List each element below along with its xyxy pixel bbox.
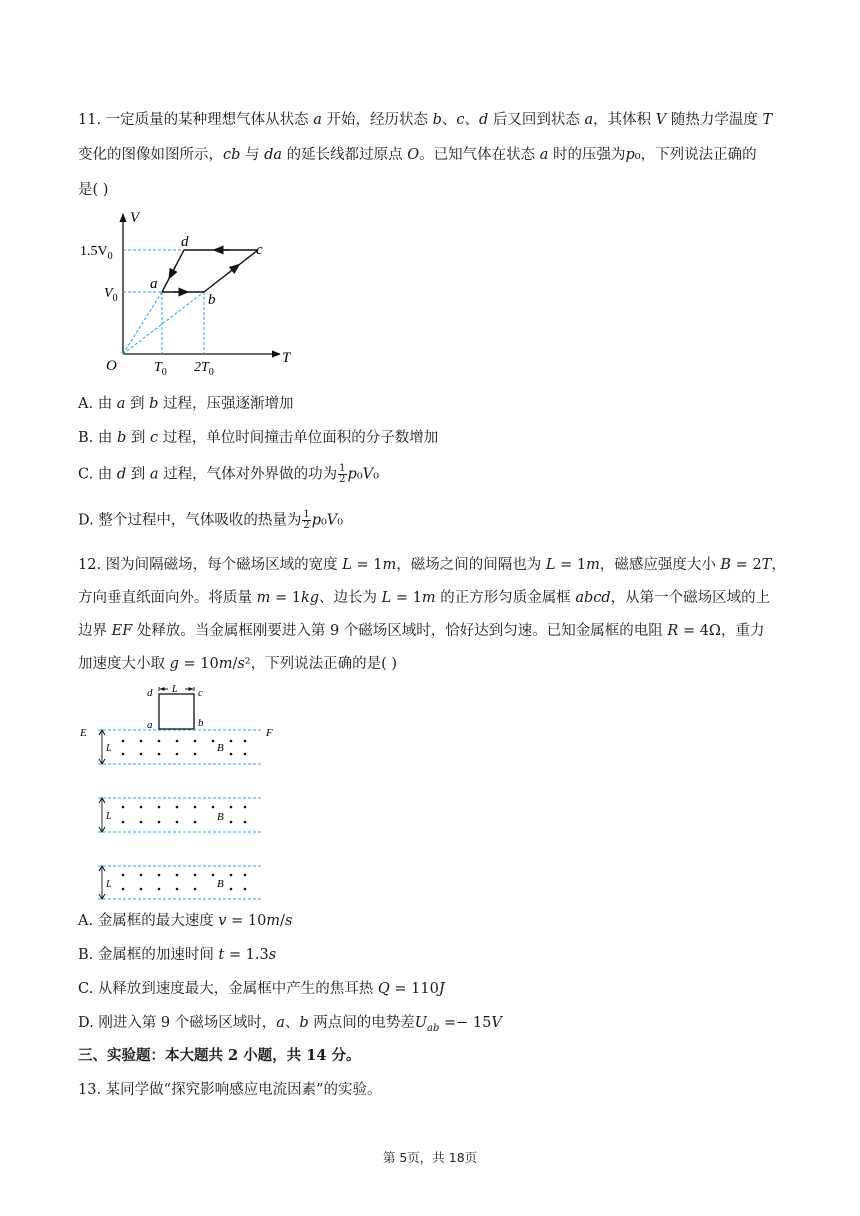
q11-option-d-text: D. 整个过程中，气体吸收的热量为 [78,512,302,529]
frame-label-c: c [198,687,203,699]
q12-option-c: C. 从释放到速度最大，金属框中产生的焦耳热 𝑄 = 110𝐽 [78,981,445,997]
field-region-1 [98,730,262,764]
graph-y-axis-label: V [130,210,140,226]
field-region-3 [98,866,262,899]
region-1-label-L: L [106,743,112,754]
q12-option-d [78,1013,502,1039]
q12-line-3: 边界 𝐸𝐹 处释放。当金属框刚要进入第 9 个磁场区域时，恰好达到匀速。已知金属框的电阻 𝑅 = 4Ω，重力 [78,623,765,639]
q11-line-3: 是( ) [78,182,109,198]
q11-option-b: B. 由 𝑏 到 𝑐 过程，单位时间撞击单位面积的分子数增加 [78,430,439,446]
q12-option-b: B. 金属框的加速时间 𝑡 = 1.3𝑠 [78,947,277,963]
q12-line-2: 方向垂直纸面向外。将质量 𝑚 = 1𝑘𝑔、边长为 𝐿 = 1𝑚 的正方形匀质金属框 𝑎𝑏𝑐𝑑，从第一个磁场区域的上 [78,590,771,606]
boundary-label-E: E [80,727,87,739]
q12-option-a: A. 金属框的最大速度 𝑣 = 10𝑚/𝑠 [78,913,293,929]
vt-graph [78,208,318,384]
section-3-heading: 三、实验题：本大题共 2 小题，共 14 分。 [78,1047,361,1064]
frame-label-b: b [198,717,204,729]
graph-x-axis-label: T [282,350,291,366]
graph-x-tick-1: $T_0$ [154,360,167,378]
graph-point-d: d [181,234,189,250]
q13-line-1: 13. 某同学做“探究影响感应电流因素”的实验。 [78,1082,382,1098]
boundary-label-F: F [266,727,273,739]
magnetic-field-figure [78,680,288,905]
graph-y-tick-high: $1.5V_0$ [80,244,113,262]
q12-line-1: 12. 图为间隔磁场，每个磁场区域的宽度 𝐿 = 1𝑚，磁场之间的间隔也为 𝐿 = 1𝑚，磁感应强度大小 𝐵 = 2𝑇， [78,557,786,573]
q11-option-c-text: C. 由 𝑑 到 𝑎 过程，气体对外界做的功为 [78,466,338,483]
metal-frame [159,694,194,729]
region-1-label-B: B [217,742,224,754]
q12-line-4: 加速度大小取 𝑔 = 10𝑚/𝑠²，下列说法正确的是( ) [78,656,398,672]
region-2-label-B: B [217,811,224,823]
q11-option-d-frac-num: 1 [303,509,310,520]
graph-point-c: c [256,242,263,258]
q11-option-d-frac-den: 2 [303,520,310,531]
q11-line-1: 11. 一定质量的某种理想气体从状态 𝑎 开始，经历状态 𝑏、𝑐、𝑑 后又回到状态 𝑎，其体积 𝑉 随热力学温度 𝑇 [78,112,773,128]
page-footer: 第 5页，共 18页 [382,1150,478,1165]
q12-option-d-tail: =− 15𝑉 [439,1015,502,1031]
q11-option-c-frac-den: 2 [339,474,346,485]
field-region-2 [98,798,262,832]
q11-option-a: A. 由 𝑎 到 𝑏 过程，压强逐渐增加 [78,396,294,412]
q11-option-c-frac-num: 1 [339,463,346,474]
frame-label-a: a [147,719,153,731]
region-3-label-B: B [217,878,224,890]
region-3-label-L: L [106,879,112,890]
frame-label-L: L [172,684,178,695]
q11-option-c-tail: 𝑝₀𝑉₀ [347,466,379,483]
q11-line-2: 变化的图像如图所示，𝑐𝑏 与 𝑑𝑎 的延长线都过原点 𝑂。已知气体在状态 𝑎 时的压强为𝑝₀，下列说法正确的 [78,147,757,163]
q11-option-d [78,510,343,531]
graph-point-a: a [150,276,158,292]
graph-y-tick-low: $V_0$ [104,286,118,304]
graph-origin-label: O [106,358,117,374]
region-2-label-L: L [106,811,112,822]
q12-option-d-text: D. 刚进入第 9 个磁场区域时，𝑎、𝑏 两点间的电势差𝑈 [78,1015,428,1031]
q12-option-d-sub: 𝑎𝑏 [427,1022,440,1034]
graph-x-tick-2: $2T_0$ [194,360,214,378]
frame-label-d: d [147,687,153,699]
q11-option-d-tail: 𝑝₀𝑉₀ [311,512,344,529]
graph-point-b: b [208,292,216,308]
q11-option-c [78,464,379,485]
